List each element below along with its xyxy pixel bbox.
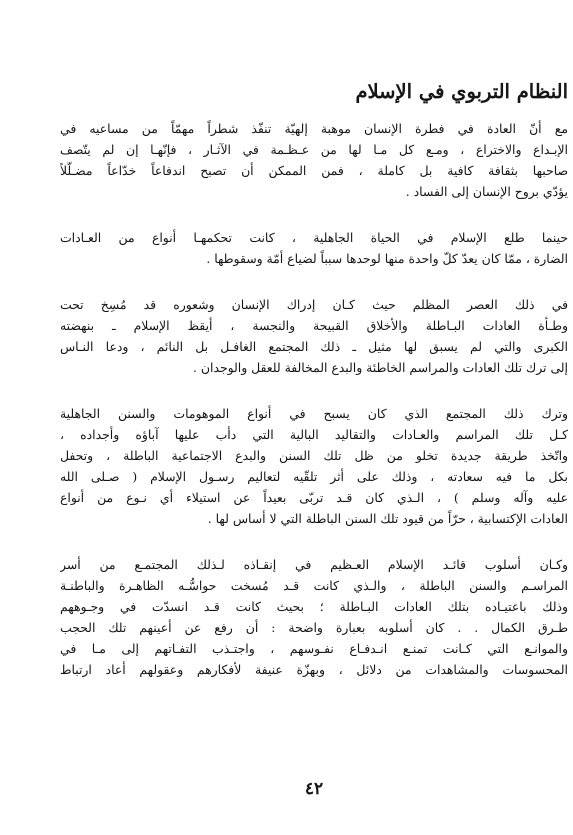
paragraph-line: صاحبها بثقافة كافية بل كاملة ، فمن الممكن أن تصبح اندفاعاً خدّاعاً مضـلّلاً — [60, 163, 568, 178]
paragraph-line: المحسوسات والمشاهدات من دلائل ، وبهزّة عنيفة لأفكارهم وعقولهم أعاد ارتباط — [60, 662, 568, 677]
paragraph-line: الإبـداع والاختراع ، ومـع كل مـا لها من عـظـمة في الآثـار ، فإنّهـا إن لم يتّصف — [60, 142, 568, 157]
body-text — [60, 118, 568, 705]
paragraph-5 — [60, 554, 568, 680]
paragraph-line: عليه وآله وسلم ) ، الـذي كان قـد تربّى بعيداً عن استيلاء أي نـوع من أنواع — [60, 490, 568, 505]
page-title: النظام التربوي في الإسلام — [355, 80, 568, 103]
paragraph-4 — [60, 403, 568, 529]
paragraph-3 — [60, 294, 568, 378]
paragraph-line: الكبرى والتي لم يسبق لها مثيل ـ ذلك المجتمع الغافـل بل النائم ، ودعا النـاس — [60, 339, 568, 354]
paragraph-line: العادات الإكتسابية ، حرّاً من قيود تلك السنن الباطلة التي لا أساس لها . — [207, 511, 568, 526]
paragraph-line: وطـأة العادات البـاطلة والأخلاق القبيحة والنجسة ، أيقظ الإسلام ـ بنهضته — [60, 318, 568, 333]
paragraph-line: واتّخذ طريقة جديدة تخلو من ظل تلك السنن والبدع الاجتماعية الباطلة ، وتحفل — [60, 448, 568, 463]
book-page — [60, 0, 568, 835]
paragraph-line: يؤدّي بروح الإنسان إلى الفساد . — [405, 184, 568, 199]
paragraph-line: بكل ما فيه سعادته ، وذلك على أثر تلقّيه لتعاليم رسـول الإسلام ( صـلى الله — [60, 469, 568, 484]
paragraph-line: الضارة ، ممّا كان يعدّ كلّ واحدة منها لوحدها سبباً لضياع أمّة وسقوطها . — [206, 251, 568, 266]
paragraph-1 — [60, 118, 568, 202]
paragraph-line: إلى ترك تلك العادات والمراسم الخاطئة والبدع المخالفة للعقل والوجدان . — [193, 360, 568, 375]
paragraph-line: طـرق الكمال . . كان أسلوبه بعبارة واضحة : أن رفع عن أعينهم تلك الحجب — [60, 620, 568, 635]
paragraph-line: كـل تلك المراسم والعـادات والتقاليد البالية التي دأب عليها آباؤه وأجداده ، — [60, 427, 568, 442]
paragraph-line: وذلك باعتيـاده بتلك العادات البـاطلة ؛ بحيث كانت قـد انسدّت في وجـوههم — [60, 599, 568, 614]
paragraph-line: حينما طلع الإسلام في الحياة الجاهلية ، كانت تحكمهـا أنواع من العـادات — [60, 230, 568, 245]
paragraph-line: في ذلك العصر المظلم حيث كـان إدراك الإنسان وشعوره قد مُسِخ تحت — [60, 297, 568, 312]
paragraph-line: مع أنّ العادة في فطرة الإنسان موهبة إلهيّة تنفّذ شطراً مهمّاً من مساعيه في — [60, 121, 568, 136]
paragraph-2 — [60, 227, 568, 269]
paragraph-line: المراسـم والسنن الباطلة ، والـذي كانت قـد مُسخت حواسُّـه الظاهـرة والباطنـة — [60, 578, 568, 593]
paragraph-line: وترك ذلك المجتمع الذي كان يسبح في أنواع الموهومات والسنن الجاهلية — [60, 406, 568, 421]
paragraph-line: والموانـع التي كـانت تمنـع انـدفـاع نفـوسهم ، واجتـذب التفـاتهم إلى مـا في — [60, 641, 568, 656]
paragraph-line: وكـان أسلوب قائـد الإسلام العـظيم في إنقـاذه لـذلك المجتمـع من أسر — [60, 557, 568, 572]
page-number: ٤٢ — [304, 779, 324, 799]
